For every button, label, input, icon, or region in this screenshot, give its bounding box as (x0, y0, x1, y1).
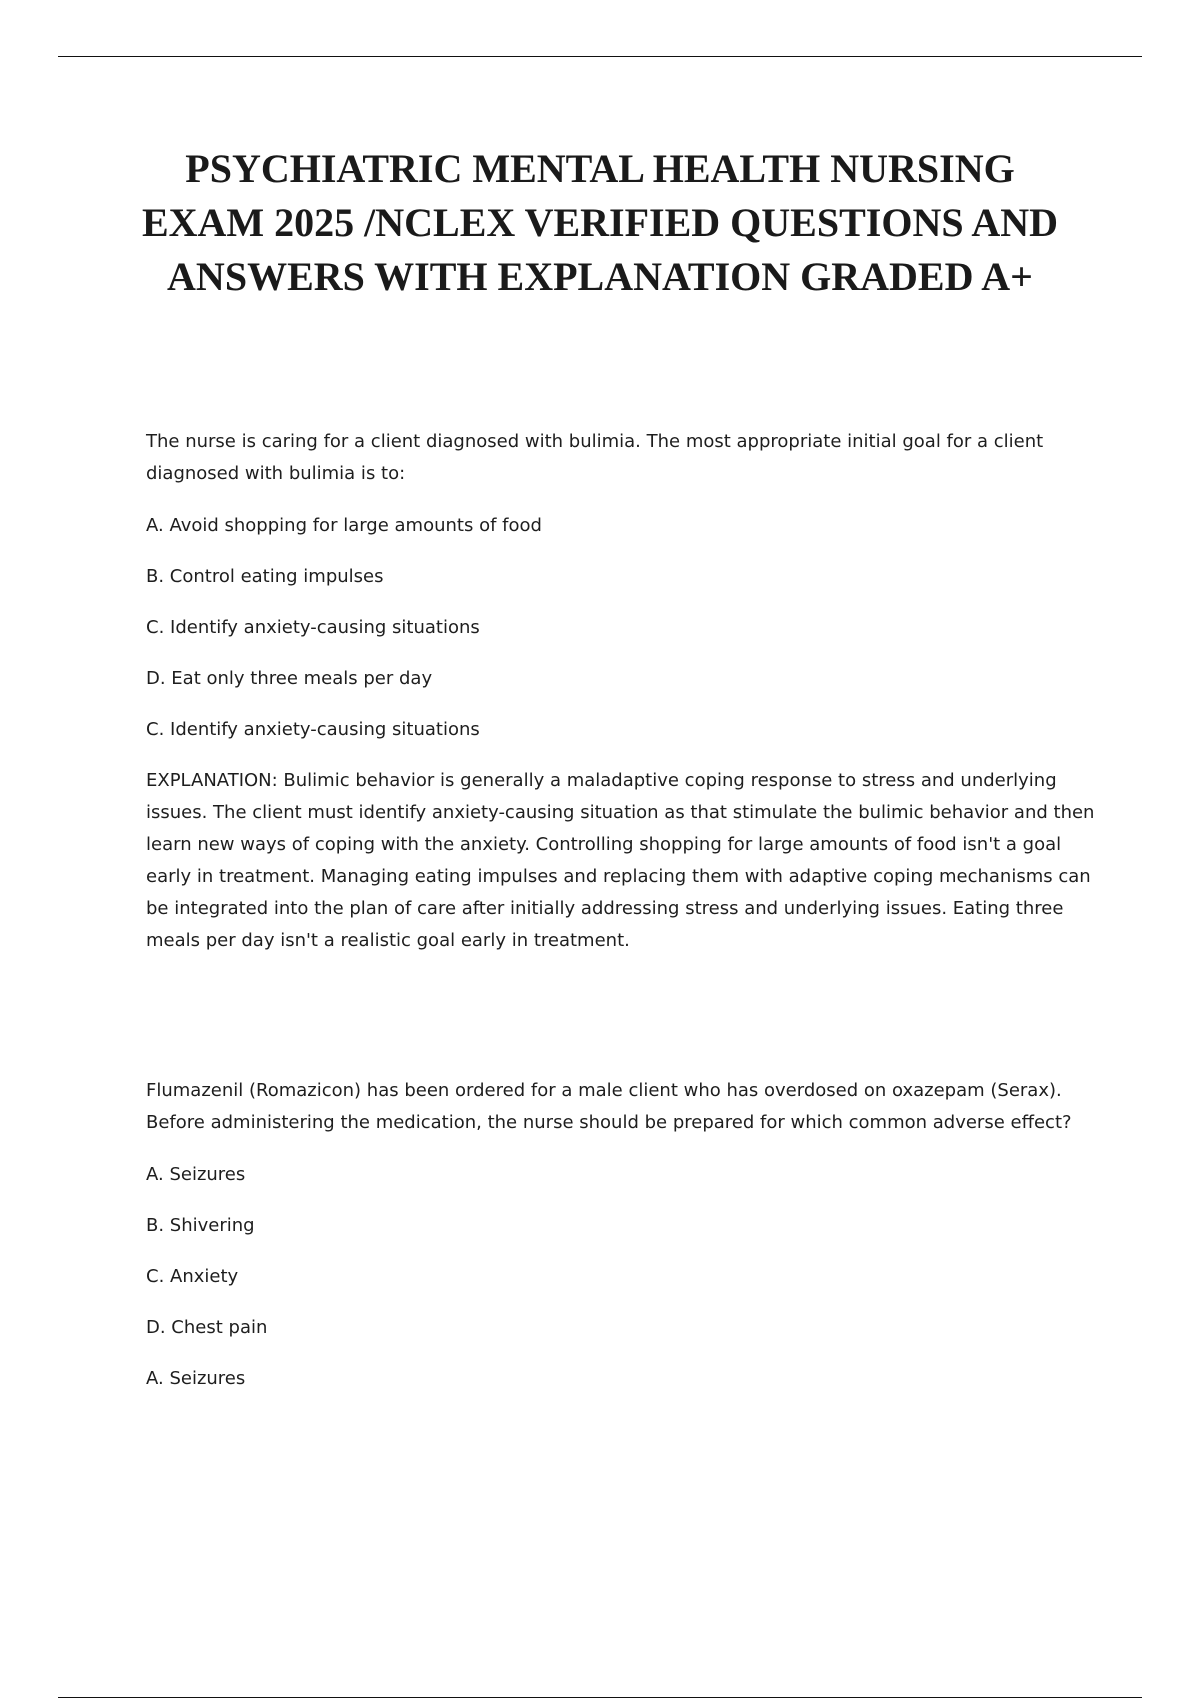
question-stem: Flumazenil (Romazicon) has been ordered for a male client who has overdosed on oxazepam (Serax). Before administering the medication, the nurse should be prepared for which common adverse effect? (146, 1080, 1072, 1133)
option-b: B. Shivering (146, 1215, 255, 1236)
option-a: A. Avoid shopping for large amounts of food (146, 515, 542, 536)
option-b: B. Control eating impulses (146, 566, 384, 587)
question-stem: The nurse is caring for a client diagnosed with bulimia. The most appropriate initial goal for a client diagnosed with bulimia is to: (146, 431, 1044, 484)
question-2 (146, 1075, 1096, 1414)
document-title: PSYCHIATRIC MENTAL HEALTH NURSING EXAM 2025 /NCLEX VERIFIED QUESTIONS AND ANSWERS WITH EXPLANATION GRADED A+ (141, 146, 1059, 299)
option-d: D. Chest pain (146, 1317, 268, 1338)
option-c: C. Identify anxiety-causing situations (146, 617, 480, 638)
answer: A. Seizures (146, 1368, 246, 1389)
option-c: C. Anxiety (146, 1266, 239, 1287)
top-rule (58, 56, 1142, 57)
option-a: A. Seizures (146, 1164, 246, 1185)
bottom-rule (58, 1697, 1142, 1698)
explanation: EXPLANATION: Bulimic behavior is generally a maladaptive coping response to stress and underlying issues. The client must identify anxiety-causing situation as that stimulate the bulimic behavior and then learn new ways of coping with the anxiety. Controlling shopping for large amounts of food isn't a goal early in treatment. Managing eating impulses and replacing them with adaptive coping mechanisms can be integrated into the plan of care after initially addressing stress and underlying issues. Eating three meals per day isn't a realistic goal early in treatment. (146, 770, 1095, 951)
question-1 (146, 426, 1096, 957)
answer: C. Identify anxiety-causing situations (146, 719, 480, 740)
option-d: D. Eat only three meals per day (146, 668, 433, 689)
